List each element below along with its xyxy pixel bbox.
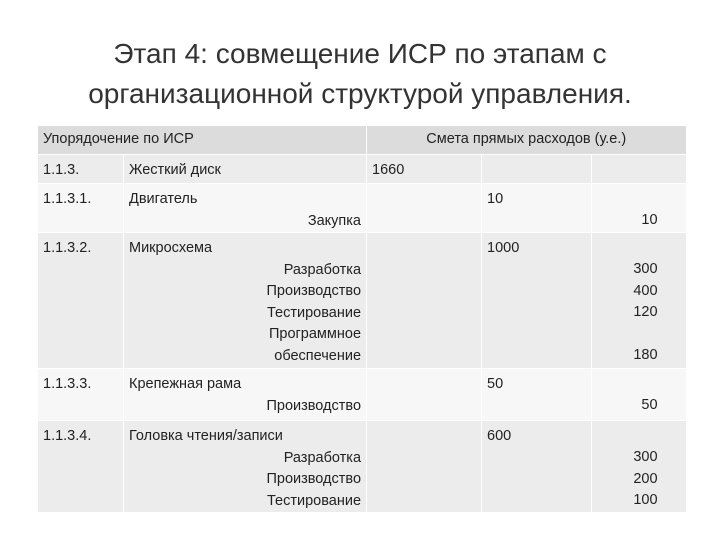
row-subitems (129, 448, 361, 513)
row-total (367, 184, 482, 233)
title-line-1: Этап 4: совмещение ИСР по этапам с (113, 38, 607, 69)
subitem: обеспечение (274, 347, 362, 364)
subitem: Производство (266, 397, 362, 414)
subitem: Производство (266, 471, 362, 487)
title-line-2: организационной структурой управления. (88, 78, 632, 109)
subitem: Разработка (283, 449, 362, 466)
row-total (367, 369, 482, 421)
wbs-cost-table (37, 125, 686, 512)
row-amount: 50 (482, 369, 592, 421)
subitem: Производство (266, 283, 362, 299)
row-subitems (129, 260, 361, 368)
row-subvalues (592, 155, 686, 184)
table-row (38, 233, 686, 369)
row-amount: 10 (482, 184, 592, 233)
row-amount: 1000 (482, 233, 592, 369)
subvalue: 100 (633, 492, 658, 508)
row-total: 1660 (367, 155, 482, 184)
table-row (38, 155, 686, 184)
header-direct-costs: Смета прямых расходов (у.е.) (367, 126, 686, 155)
subvalue: 120 (633, 304, 658, 320)
row-name: Жесткий диск (124, 155, 367, 184)
subitem: Тестирование (267, 304, 362, 321)
subvalue: 10 (641, 212, 658, 228)
row-subvalues (592, 233, 686, 369)
row-code: 1.1.3.2. (38, 233, 124, 369)
subitem: Разработка (283, 261, 362, 278)
row-name (124, 369, 367, 421)
table-row (38, 421, 686, 513)
slide-title (40, 34, 680, 114)
table-header-row (38, 126, 686, 155)
row-code: 1.1.3.3. (38, 369, 124, 421)
row-name-label: Двигатель (129, 191, 198, 207)
table-row (38, 184, 686, 233)
subvalue: 50 (641, 397, 658, 413)
subvalue: 400 (633, 282, 658, 299)
row-name-label: Головка чтения/записи (129, 428, 283, 444)
row-subvalues (592, 421, 686, 513)
subvalue: 300 (633, 261, 658, 277)
row-amount (482, 155, 592, 184)
row-name-label: Крепежная рама (129, 376, 242, 392)
row-total (367, 233, 482, 369)
subitem: Тестирование (267, 492, 362, 509)
row-name-label: Микросхема (129, 240, 213, 256)
header-wbs-order: Упорядочение по ИСР (38, 126, 367, 155)
subitem: Закупка (307, 212, 362, 229)
row-name (124, 421, 367, 513)
row-name (124, 233, 367, 369)
subvalue (597, 324, 658, 346)
row-code: 1.1.3.1. (38, 184, 124, 233)
subvalue: 180 (633, 347, 658, 363)
row-subvalues (592, 184, 686, 233)
subvalue: 300 (633, 449, 658, 465)
row-amount: 600 (482, 421, 592, 513)
subvalue: 200 (633, 470, 658, 487)
row-subitems (129, 211, 361, 233)
row-code: 1.1.3. (38, 155, 124, 184)
row-name (124, 184, 367, 233)
row-subvalues (592, 369, 686, 421)
table-row (38, 369, 686, 421)
row-subitems (129, 396, 361, 418)
row-total (367, 421, 482, 513)
row-code: 1.1.3.4. (38, 421, 124, 513)
subitem: Программное (268, 326, 362, 342)
